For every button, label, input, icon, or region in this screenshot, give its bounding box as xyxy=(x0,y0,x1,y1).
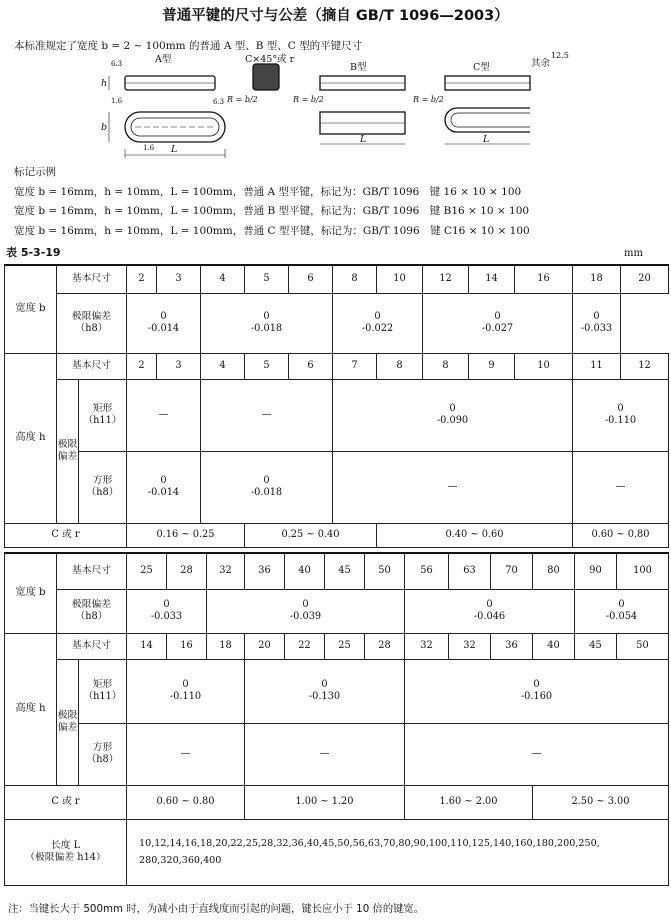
dim-l-a: L xyxy=(171,144,178,155)
cell: — xyxy=(573,451,669,523)
cell: 20 xyxy=(245,633,285,659)
roughness-3: 6.3 xyxy=(213,98,225,106)
table-row xyxy=(5,451,669,523)
cell: 50 xyxy=(365,553,405,589)
spec-table-1 xyxy=(4,264,669,548)
roughness-1: 6.3 xyxy=(111,60,123,68)
cell: 11 xyxy=(573,353,621,379)
table-row xyxy=(5,293,669,353)
label-a-type: A型 xyxy=(155,54,172,65)
rect-label: 矩形 （h11） xyxy=(79,659,127,723)
label-b-type: B型 xyxy=(350,62,367,73)
cell: 5 xyxy=(245,265,289,293)
cell: 40 xyxy=(285,553,325,589)
cell: — xyxy=(245,723,405,785)
marking-examples xyxy=(14,163,530,241)
cell: 12 xyxy=(423,265,469,293)
cell: 16 xyxy=(515,265,573,293)
dim-h: h xyxy=(101,78,108,89)
cell: 9 xyxy=(469,353,515,379)
cell: 0.16 ~ 0.25 xyxy=(127,523,245,547)
cell: 16 xyxy=(167,633,207,659)
table-row xyxy=(5,819,669,885)
limit-dev-label: 极限偏差 xyxy=(57,659,79,785)
cell: 36 xyxy=(245,553,285,589)
cell: 0.25 ~ 0.40 xyxy=(245,523,377,547)
cell: 3 xyxy=(157,353,201,379)
key-drawing xyxy=(95,52,575,162)
cell: 80 xyxy=(533,553,575,589)
c-or-r-label: C 或 r xyxy=(5,785,127,819)
square-label: 方形 （h8） xyxy=(79,451,127,523)
width-label: 宽度 b xyxy=(5,553,57,633)
unit-label: mm xyxy=(624,248,643,259)
label-c-type: C型 xyxy=(473,62,490,73)
cell: 14 xyxy=(127,633,167,659)
page-title: 普通平键的尺寸与公差（摘自 GB/T 1096—2003） xyxy=(162,8,509,24)
cell: 0 -0.033 xyxy=(573,293,621,353)
cell: 0 -0.110 xyxy=(573,379,669,451)
cell: 14 xyxy=(469,265,515,293)
table-row xyxy=(5,589,669,633)
length-label: 长度 L （极限偏差 h14） xyxy=(5,819,127,885)
radius-b: R = b/2 xyxy=(293,95,324,104)
table-row xyxy=(5,633,669,659)
cell: 1.60 ~ 2.00 xyxy=(405,785,533,819)
cell: 4 xyxy=(201,353,245,379)
roughness-main: 12.5 xyxy=(551,52,569,60)
cell: 18 xyxy=(573,265,621,293)
cell: 0.40 ~ 0.60 xyxy=(377,523,573,547)
cell: 32 xyxy=(207,553,245,589)
cell: 3 xyxy=(157,265,201,293)
cell: 0 -0.014 xyxy=(127,451,201,523)
cell: 0.60 ~ 0.80 xyxy=(127,785,245,819)
basic-size-label: 基本尺寸 xyxy=(57,553,127,589)
table-row xyxy=(5,379,669,451)
table-row xyxy=(5,523,669,547)
roughness-4: 1.6 xyxy=(143,144,155,152)
cell: 22 xyxy=(285,633,325,659)
cell: 18 xyxy=(207,633,245,659)
cell: 63 xyxy=(449,553,491,589)
cell: 1.00 ~ 1.20 xyxy=(245,785,405,819)
table-label: 表 5-3-19 xyxy=(6,246,61,259)
cell: — xyxy=(127,723,245,785)
width-label: 宽度 b xyxy=(5,265,57,353)
cell: 0 -0.130 xyxy=(245,659,405,723)
cell: 2 xyxy=(127,353,157,379)
cell: 25 xyxy=(127,553,167,589)
table-row xyxy=(5,723,669,785)
cell: 32 xyxy=(405,633,449,659)
cell: 0.60 ~ 0.80 xyxy=(573,523,669,547)
intro-text: 本标准规定了宽度 b = 2 ~ 100mm 的普通 A 型、B 型、C 型的平键尺寸 xyxy=(14,40,363,52)
limit-dev-label: 极限偏差 xyxy=(57,379,79,523)
cell: 0 -0.054 xyxy=(575,589,669,633)
example-c: 宽度 b = 16mm，h = 10mm，L = 100mm，普通 C 型平键，标记为：GB/T 1096 键 C16 × 10 × 100 xyxy=(14,224,530,237)
cell: 25 xyxy=(325,633,365,659)
cell: 70 xyxy=(491,553,533,589)
cell: 8 xyxy=(423,353,469,379)
cell: 5 xyxy=(245,353,289,379)
dim-l-b: L xyxy=(360,134,367,145)
cell: 45 xyxy=(575,633,617,659)
rest-label: 其余 xyxy=(531,58,551,69)
table-row xyxy=(5,353,669,379)
cell: 0 -0.014 xyxy=(127,293,201,353)
chamfer-label: C×45°或 r xyxy=(245,54,295,65)
cell: 90 xyxy=(575,553,617,589)
limit-dev-label: 极限偏差 （h8） xyxy=(57,293,127,353)
c-type-plan-view xyxy=(445,108,530,132)
cell: 0 -0.018 xyxy=(201,451,333,523)
length-values: 10,12,14,16,18,20,22,25,28,32,36,40,45,50,56,63,70,80,90,100,110,125,140,160,180,200,250, 280,320,360,400 xyxy=(127,819,669,885)
example-a: 宽度 b = 16mm，h = 10mm，L = 100mm，普通 A 型平键，标记为：GB/T 1096 键 16 × 10 × 100 xyxy=(14,185,522,198)
cell: 50 xyxy=(617,633,669,659)
radius-c: R = b/2 xyxy=(413,95,444,104)
cell: 0 -0.046 xyxy=(405,589,575,633)
table-row xyxy=(5,785,669,819)
cell: 0 -0.018 xyxy=(201,293,333,353)
example-b: 宽度 b = 16mm，h = 10mm，L = 100mm，普通 B 型平键，标记为：GB/T 1096 键 B16 × 10 × 100 xyxy=(14,205,530,217)
chamfer-section xyxy=(253,64,279,90)
dim-l-c: L xyxy=(483,134,490,145)
cell: 0 -0.090 xyxy=(333,379,573,451)
cell: 0 -0.033 xyxy=(127,589,207,633)
spec-table-2 xyxy=(4,552,669,886)
cell: — xyxy=(127,379,201,451)
basic-size-label: 基本尺寸 xyxy=(57,633,127,659)
cell: 10 xyxy=(377,265,423,293)
cell: 0 -0.027 xyxy=(423,293,573,353)
cell: 10 xyxy=(515,353,573,379)
cell: 0 -0.110 xyxy=(127,659,245,723)
table-row xyxy=(5,659,669,723)
cell: 2.50 ~ 3.00 xyxy=(533,785,669,819)
dim-b: b xyxy=(101,122,108,133)
cell: 56 xyxy=(405,553,449,589)
cell: 8 xyxy=(333,265,377,293)
cell: — xyxy=(405,723,669,785)
limit-dev-label: 极限偏差 （h8） xyxy=(57,589,127,633)
cell: — xyxy=(333,451,573,523)
cell: 7 xyxy=(333,353,377,379)
footnote: 注：当键长大于 500mm 时，为减小由于直线度而引起的问题，键长应小于 10 倍的键宽。 xyxy=(8,903,425,915)
rect-label: 矩形 （h11） xyxy=(79,379,127,451)
c-or-r-label: C 或 r xyxy=(5,523,127,547)
height-label: 高度 h xyxy=(5,633,57,785)
table-row xyxy=(5,265,669,293)
cell: 100 xyxy=(617,553,669,589)
cell: 6 xyxy=(289,353,333,379)
examples-title: 标记示例 xyxy=(14,166,56,178)
cell: 32 xyxy=(449,633,491,659)
square-label: 方形 （h8） xyxy=(79,723,127,785)
cell: 20 xyxy=(621,265,669,293)
cell: 45 xyxy=(325,553,365,589)
cell: 12 xyxy=(621,353,669,379)
cell: 28 xyxy=(167,553,207,589)
height-label: 高度 h xyxy=(5,353,57,523)
cell: 4 xyxy=(201,265,245,293)
cell: — xyxy=(201,379,333,451)
cell: 8 xyxy=(377,353,423,379)
basic-size-label: 基本尺寸 xyxy=(57,265,127,293)
cell: 28 xyxy=(365,633,405,659)
cell: 40 xyxy=(533,633,575,659)
table-row xyxy=(5,553,669,589)
roughness-2: 1.6 xyxy=(111,97,123,105)
cell: 0 -0.039 xyxy=(207,589,405,633)
cell: 2 xyxy=(127,265,157,293)
cell: 36 xyxy=(491,633,533,659)
cell: 0 -0.022 xyxy=(333,293,423,353)
cell: 0 -0.160 xyxy=(405,659,669,723)
cell: 6 xyxy=(289,265,333,293)
basic-size-label: 基本尺寸 xyxy=(57,353,127,379)
radius-a: R = b/2 xyxy=(227,95,258,104)
